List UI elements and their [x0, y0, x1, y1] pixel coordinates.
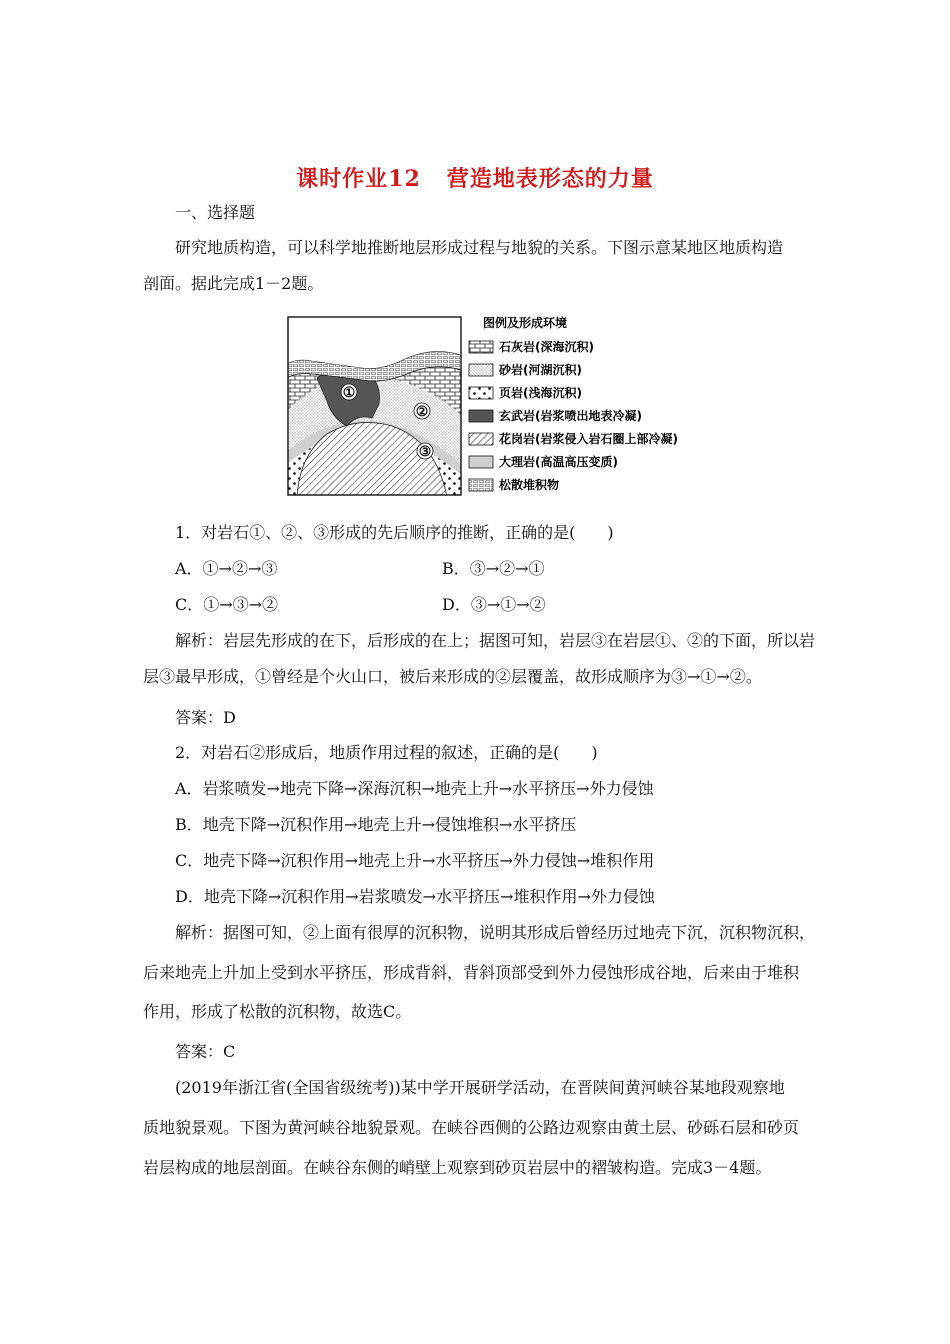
- q2-analysis-2: 后来地壳上升加上受到水平挤压，形成背斜，背斜顶部受到外力侵蚀形成谷地，后来由于堆积: [143, 963, 800, 982]
- geology-figure: [287, 316, 707, 500]
- q1-option-d: D．③→①→②: [442, 595, 546, 614]
- q1-option-a: A．①→②→③: [175, 559, 278, 578]
- q2-stem: 2．对岩石②形成后，地质作用过程的叙述，正确的是( ): [175, 743, 598, 762]
- title-main: 课时作业12: [296, 166, 421, 192]
- intro-line-2: 剖面。据此完成1－2题。: [143, 274, 324, 293]
- marker-3: ③: [418, 444, 432, 460]
- intro2-line-1: (2019年浙江省(全国省级统考))某中学开展研学活动，在晋陕间黄河峡谷某地段观察地: [175, 1078, 785, 1097]
- legend-granite: 花岗岩(岩浆侵入岩石圈上部冷凝): [499, 432, 678, 446]
- q2-option-c: C．地壳下降→沉积作用→地壳上升→水平挤压→外力侵蚀→堆积作用: [175, 851, 655, 870]
- legend-swatch-marble: [469, 456, 493, 468]
- legend-shale: 页岩(浅海沉积): [499, 386, 582, 400]
- q1-answer: 答案：D: [175, 708, 236, 727]
- q2-analysis-1: 解析：据图可知，②上面有很厚的沉积物，说明其形成后曾经历过地壳下沉，沉积物沉积，: [175, 923, 816, 942]
- q1-stem: 1．对岩石①、②、③形成的先后顺序的推断，正确的是( ): [175, 523, 614, 542]
- legend-basalt: 玄武岩(岩浆喷出地表冷凝): [499, 409, 642, 423]
- legend-loose: 松散堆积物: [499, 478, 560, 492]
- q1-option-b: B．③→②→①: [442, 559, 545, 578]
- q1-analysis-2: 层③最早形成，①曾经是个火山口，被后来形成的②层覆盖，故形成顺序为③→①→②。: [143, 667, 762, 686]
- page-title: [0, 162, 950, 193]
- legend-swatch-limestone: [469, 341, 493, 353]
- intro-line-1: 研究地质构造，可以科学地推断地层形成过程与地貌的关系。下图示意某地区地质构造: [175, 238, 784, 257]
- q2-analysis-3: 作用，形成了松散的沉积物，故选C。: [143, 1002, 412, 1021]
- q2-answer: 答案：C: [175, 1042, 236, 1061]
- q2-option-b: B．地壳下降→沉积作用→地壳上升→侵蚀堆积→水平挤压: [175, 815, 577, 834]
- q2-option-a: A．岩浆喷发→地壳下降→深海沉积→地壳上升→水平挤压→外力侵蚀: [175, 779, 654, 798]
- legend-swatch-basalt: [469, 410, 493, 422]
- legend-sandstone: 砂岩(河湖沉积): [499, 363, 582, 377]
- q1-analysis-1: 解析：岩层先形成的在下，后形成的在上；据图可知，岩层③在岩层①、②的下面，所以岩: [175, 631, 816, 650]
- legend-swatch-shale: [469, 387, 493, 399]
- intro2-line-2: 质地貌景观。下图为黄河峡谷地貌景观。在峡谷西侧的公路边观察由黄土层、砂砾石层和砂页: [143, 1118, 800, 1137]
- intro2-line-3: 岩层构成的地层剖面。在峡谷东侧的峭壁上观察到砂页岩层中的褶皱构造。完成3－4题。: [143, 1158, 772, 1177]
- q1-option-c: C．①→③→②: [175, 595, 279, 614]
- q2-option-d: D．地壳下降→沉积作用→岩浆喷发→水平挤压→堆积作用→外力侵蚀: [175, 887, 655, 906]
- section-heading: 一、选择题: [175, 203, 256, 222]
- legend-swatch-sandstone: [469, 364, 493, 376]
- title-sub: 营造地表形态的力量: [446, 166, 654, 192]
- marker-1: ①: [342, 385, 356, 401]
- legend-marble: 大理岩(高温高压变质): [499, 455, 618, 469]
- marker-2: ②: [415, 404, 429, 420]
- legend-title: 图例及形成环境: [483, 316, 568, 330]
- legend-swatch-granite: [469, 433, 493, 445]
- legend-swatch-loose: [469, 479, 493, 491]
- legend-limestone: 石灰岩(深海沉积): [499, 340, 594, 354]
